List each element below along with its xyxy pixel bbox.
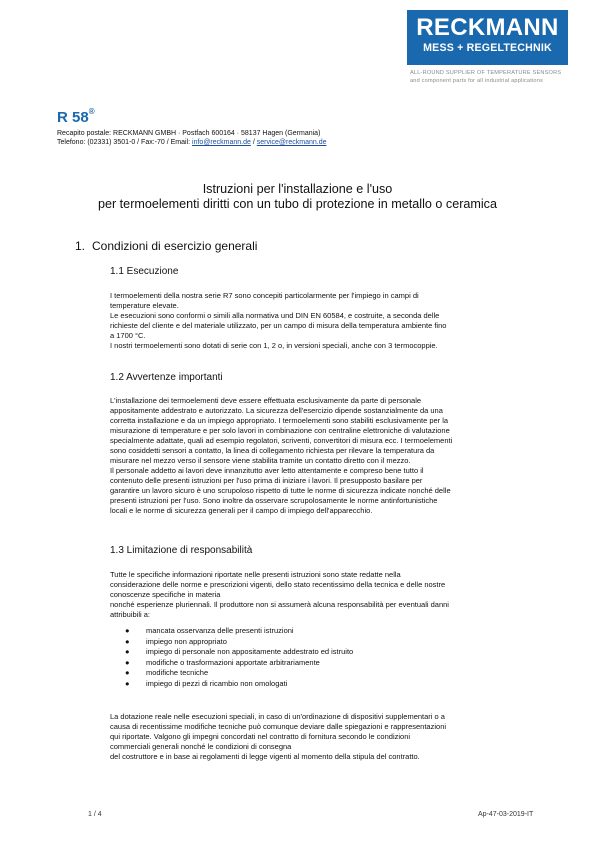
text-line: I termoelementi della nostra serie R7 sono concepiti particolarmente per l'impiego in campi di	[110, 291, 419, 300]
list-item	[110, 668, 565, 679]
section-title: Condizioni di esercizio generali	[92, 239, 258, 253]
text-line: nonché esperienze pluriennali. Il produttore non si assumerà alcuna responsabilità per eventuali danni	[110, 600, 449, 609]
contact-prefix: Telefono: (02331) 3501-0 / Fax:-70 / Email:	[57, 139, 193, 146]
list-item	[110, 637, 565, 648]
text-line: considerazione delle norme e prescrizioni vigenti, dello stato recentissimo della tecnica e delle nostre	[110, 580, 446, 589]
logo-name: RECKMANN	[416, 14, 559, 41]
list-item-text: mancata osservanza delle presenti istruzioni	[146, 626, 294, 635]
text-line: garantire un lavoro sicuro è uno scrupoloso rispetto di tutte le norme di sicurezza indicate nonché delle	[110, 486, 451, 495]
email-info-link[interactable]: info@reckmann.de	[192, 139, 251, 146]
liability-list	[110, 626, 565, 690]
text-line: contenuto delle presenti istruzioni per l'uso prima di iniziare i lavori. Il presupposto basilare per	[110, 476, 423, 485]
bullet-icon: ●	[125, 678, 130, 688]
text-line: Il personale addetto ai lavori deve innanzitutto aver letto attentamente e compreso bene tutto il	[110, 466, 424, 475]
text-line: qui riportate. Valgono gli impegni concordati nel contratto di fornitura secondo le condizioni	[110, 732, 411, 741]
text-line: del costruttore e in base ai regolamenti di legge vigenti al momento della stipula del contratto.	[110, 752, 420, 761]
paragraph-esecuzione	[110, 291, 565, 351]
text-line: conoscenze specifiche in materia	[110, 590, 221, 599]
list-item	[110, 679, 565, 690]
subsection-heading-esecuzione: 1.1 Esecuzione	[110, 266, 179, 277]
section-heading	[75, 239, 257, 253]
list-item-text: impiego non appropriato	[146, 636, 227, 646]
logo-tagline	[410, 69, 568, 85]
logo-tagline-line: and component parts for all industrial applications	[410, 78, 544, 84]
paragraph-responsabilita	[110, 570, 565, 620]
postal-address: Recapito postale: RECKMANN GMBH · Postfach 600164 · 58137 Hagen (Germania)	[57, 130, 321, 137]
text-line: sono cosiddetti sensori a contatto, la linea di collegamento richiesta per rilevare la temperatura da	[110, 446, 435, 455]
document-title-line2: per termoelementi diritti con un tubo di protezione in metallo o ceramica	[97, 197, 497, 211]
text-line: commerciali generali nonché le condizioni di consegna	[110, 742, 292, 751]
text-line: attribuibili a:	[110, 610, 151, 619]
text-line: L'installazione dei termoelementi deve essere effettuata esclusivamente da parte di personale	[110, 396, 422, 405]
email-service-link[interactable]: service@reckmann.de	[256, 139, 327, 146]
paragraph-avvertenze	[110, 396, 565, 516]
text-line: causa di recentissime modifiche tecniche può comunque deviare dalle spiegazioni e rappresentazioni	[110, 722, 447, 731]
bullet-icon: ●	[125, 626, 130, 635]
text-line: misurazione di temperature e per solo lavori in combinazione con centraline elettroniche di valutazione	[110, 426, 450, 435]
bullet-icon: ●	[125, 657, 130, 667]
text-line: I nostri termoelementi sono dotati di serie con 1, 2 o, in versioni speciali, anche con 3 termocoppie.	[110, 341, 438, 350]
bullet-icon: ●	[125, 647, 130, 657]
text-line: Tutte le specifiche informazioni riportate nelle presenti istruzioni sono state redatte nella	[110, 570, 401, 579]
page-number: 1 / 4	[88, 811, 102, 818]
list-item	[110, 647, 565, 658]
text-line: appositamente addestrato e autorizzato. La sicurezza dell'esercizio dipende sostanzialmente da una	[110, 406, 443, 415]
text-line: misurare nel mezzo verso il sensore viene stabilita tramite un contatto diretto con il mezzo.	[110, 456, 411, 465]
email-separator: /	[250, 139, 257, 146]
subsection-heading-avvertenze: 1.2 Avvertenze importanti	[110, 372, 223, 383]
paragraph-dotazione	[110, 712, 565, 762]
list-item-text: impiego di personale non appositamente addestrato ed istruito	[146, 647, 354, 657]
model-text: R 58	[57, 109, 89, 126]
contact-line	[57, 138, 326, 147]
logo-tagline-line: ALL-ROUND SUPPLIER OF TEMPERATURE SENSORS	[410, 70, 562, 76]
list-item-text: modifiche tecniche	[146, 668, 209, 678]
text-line: locali e le norme di sicurezza generali per il campo di impiego dell'apparecchio.	[110, 506, 373, 515]
subsection-heading-responsabilita: 1.3 Limitazione di responsabilità	[110, 545, 253, 556]
company-logo	[407, 10, 568, 92]
model-number	[57, 109, 95, 126]
bullet-icon: ●	[125, 636, 130, 646]
text-line: specialmente adattate, quali ad esempio regolatori, scriventi, convertitori di misura ecc. I termoelementi	[110, 436, 453, 445]
text-line: temperature elevate.	[110, 301, 179, 310]
list-item	[110, 658, 565, 669]
registered-mark: ®	[88, 107, 95, 116]
list-item-text: modifiche o trasformazioni apportate arbitrariamente	[146, 657, 320, 667]
document-code: Ap-47-03-2019-IT	[478, 811, 534, 818]
bullet-icon: ●	[125, 668, 130, 678]
text-line: La dotazione reale nelle esecuzioni speciali, in caso di un'ordinazione di dispositivi supplementari o a	[110, 712, 445, 721]
text-line: Le esecuzioni sono conformi o simili alla normativa und DIN EN 60584, e costruite, a seconda delle	[110, 311, 440, 320]
list-item-text: impiego di pezzi di ricambio non omologati	[146, 678, 288, 688]
logo-subtitle: MESS + REGELTECHNIK	[423, 42, 552, 54]
section-number: 1.	[75, 239, 86, 253]
document-title-line1: Istruzioni per l'installazione e l'uso	[202, 182, 393, 196]
list-item	[110, 626, 565, 637]
text-line: presenti istruzioni per l'uso. Sono inoltre da osservare scrupolosamente le norme antinfortunistiche	[110, 496, 438, 505]
text-line: corretta installazione e da un impiego appropriato. I termoelementi sono stabiliti esclusivamente per la	[110, 416, 449, 425]
text-line: richieste del cliente e del materiale utilizzato, per un campo di misura della temperatura ambiente fino	[110, 321, 447, 330]
text-line: a 1700 °C.	[110, 331, 146, 340]
